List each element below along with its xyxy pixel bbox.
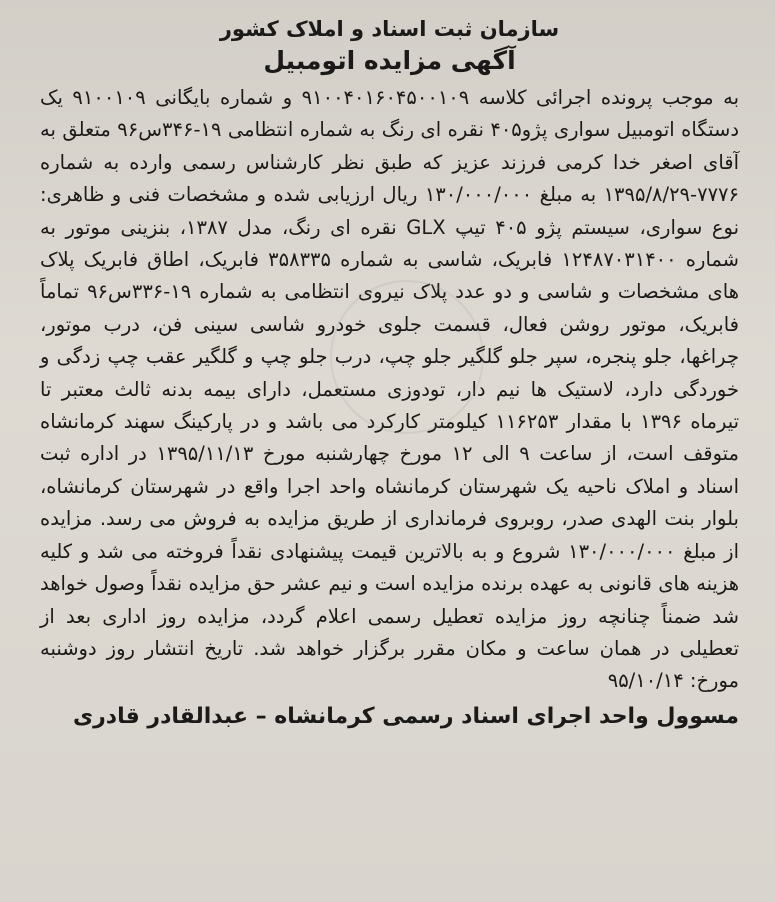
- organization-title: سازمان ثبت اسناد و املاک کشور: [219, 17, 560, 41]
- notice-body: به موجب پرونده اجرائی کلاسه ۹۱۰۰۴۰۱۶۰۴۵۰۰۱۰۹ و شماره بایگانی ۹۱۰۰۱۰۹ یک دستگاه اتومبیل سواری پژو۴۰۵ نقره ای رنگ به شماره انتظامی ۱۹-۳۴۶س۹۶ متعلق به آقای اصغر خدا کرمی فرزند عزیز که طبق نظر کارشناس رسمی وارده به شماره ۷۷۷۶-۱۳۹۵/۸/۲۹ به مبلغ ۱۳۰/۰۰۰/۰۰۰ ریال ارزیابی شده و مشخصات فنی و ظاهری: نوع سواری، سیستم پژو ۴۰۵ تیپ GLX نقره ای رنگ، مدل ۱۳۸۷، بنزینی موتور به شماره ۱۲۴۸۷۰۳۱۴۰۰ فابریک، شاسی به شماره ۳۵۸۳۳۵ فابریک، اطاق فابریک پلاک های مشخصات و شاسی و دو عدد پلاک نیروی انتظامی به شماره ۱۹-۳۳۶س۹۶ تماماً فابریک، موتور روشن فعال، قسمت جلوی خودرو شاسی سینی فن، درب موتور، چراغها، جلو پنجره، سپر جلو گلگیر جلو چپ، درب جلو چپ و گلگیر عقب چپ زدگی و خوردگی دارد، لاستیک ها نیم دار، تودوزی مستعمل، دارای بیمه بدنه ثالث معتبر تا تیرماه ۱۳۹۶ با مقدار ۱۱۶۲۵۳ کیلومتر کارکرد می باشد و در پارکینگ سهند کرمانشاه متوقف است، از ساعت ۹ الی ۱۲ مورخ چهارشنبه مورخ ۱۳۹۵/۱۱/۱۳ در اداره ثبت اسناد و املاک ناحیه یک شهرستان کرمانشاه واحد اجرا واقع در شهرستان کرمانشاه، بلوار بنت الهدی صدر، روبروی فرمانداری از طریق مزایده به فروش می رسد. مزایده از مبلغ ۱۳۰/۰۰۰/۰۰۰ شروع و به بالاترین قیمت پیشنهادی نقداً فروخته می شد و کلیه هزینه های قانونی به عهده برنده مزایده است و نیم عشر حق مزایده نقداً وصول خواهد شد ضمناً چنانچه روز مزایده تعطیل رسمی اعلام گردد، مزایده روز اداری بعد از تعطیلی در همان ساعت و مکان مقرر برگزار خواهد شد. تاریخ انتشار روز دوشنبه مورخ: ۹۵/۱۰/۱۴: [40, 86, 740, 693]
- notice-heading: آگهی مزایده اتومبیل: [263, 46, 516, 75]
- signature-line: مسوول واحد اجرای اسناد رسمی کرمانشاه – عبدالقادر قادری: [72, 703, 739, 729]
